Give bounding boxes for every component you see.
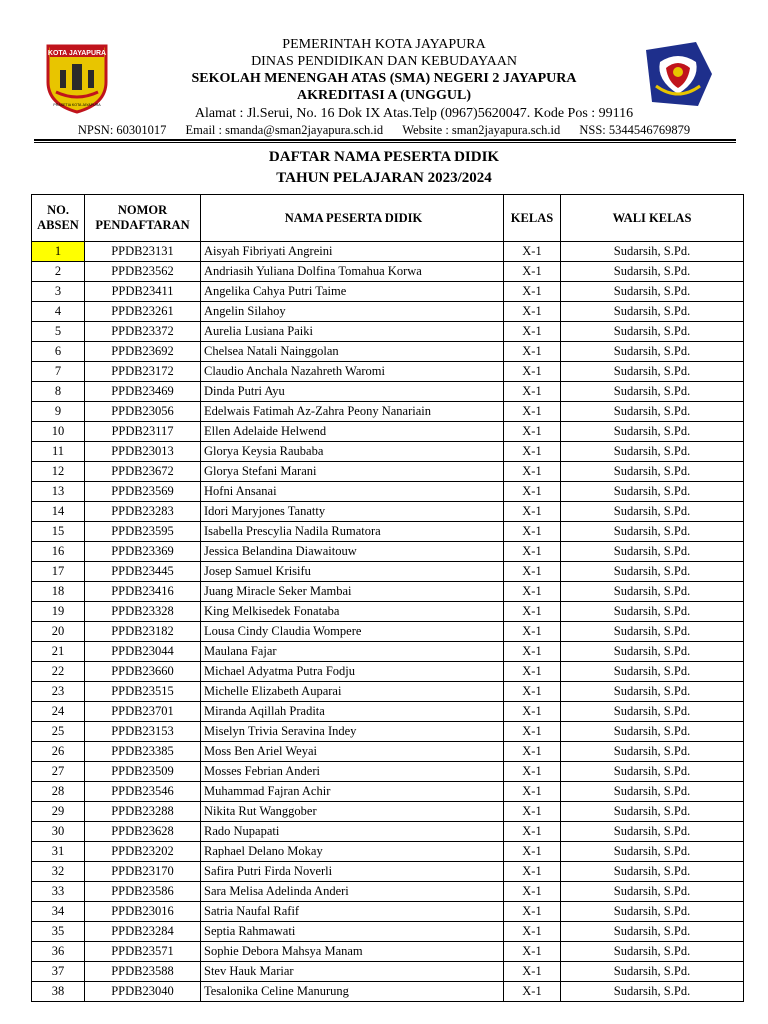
table-row (32, 442, 744, 462)
cell-wali-kelas: Sudarsih, S.Pd. (561, 242, 744, 262)
cell-nomor-pendaftaran: PPDB23586 (85, 882, 201, 902)
cell-no-absen: 17 (32, 562, 85, 582)
cell-kelas: X-1 (504, 302, 561, 322)
cell-nama: Maulana Fajar (201, 642, 504, 662)
cell-nomor-pendaftaran: PPDB23385 (85, 742, 201, 762)
header-email: Email : smanda@sman2jayapura.sch.id (185, 123, 384, 137)
cell-nama: Ellen Adelaide Helwend (201, 422, 504, 442)
cell-wali-kelas: Sudarsih, S.Pd. (561, 342, 744, 362)
cell-kelas: X-1 (504, 902, 561, 922)
cell-wali-kelas: Sudarsih, S.Pd. (561, 962, 744, 982)
table-row (32, 582, 744, 602)
cell-wali-kelas: Sudarsih, S.Pd. (561, 522, 744, 542)
cell-kelas: X-1 (504, 562, 561, 582)
cell-no-absen: 23 (32, 682, 85, 702)
col-header-no-line2: ABSEN (37, 218, 79, 232)
table-row (32, 882, 744, 902)
cell-no-absen: 7 (32, 362, 85, 382)
cell-nama: Jessica Belandina Diawaitouw (201, 542, 504, 562)
cell-no-absen: 31 (32, 842, 85, 862)
cell-no-absen: 32 (32, 862, 85, 882)
cell-nomor-pendaftaran: PPDB23056 (85, 402, 201, 422)
cell-wali-kelas: Sudarsih, S.Pd. (561, 502, 744, 522)
header-government: PEMERINTAH KOTA JAYAPURA (282, 37, 486, 52)
col-header-reg-line1: NOMOR (117, 203, 168, 217)
cell-nama: Moss Ben Ariel Weyai (201, 742, 504, 762)
cell-nama: Dinda Putri Ayu (201, 382, 504, 402)
table-header-row (32, 195, 744, 242)
table-row (32, 282, 744, 302)
table-row (32, 702, 744, 722)
header-accreditation: AKREDITASI A (UNGGUL) (297, 88, 471, 103)
cell-kelas: X-1 (504, 402, 561, 422)
table-row (32, 742, 744, 762)
cell-wali-kelas: Sudarsih, S.Pd. (561, 582, 744, 602)
cell-nomor-pendaftaran: PPDB23369 (85, 542, 201, 562)
cell-no-absen: 27 (32, 762, 85, 782)
cell-no-absen: 28 (32, 782, 85, 802)
cell-wali-kelas: Sudarsih, S.Pd. (561, 922, 744, 942)
cell-nama: Nikita Rut Wanggober (201, 802, 504, 822)
cell-no-absen: 6 (32, 342, 85, 362)
cell-nama: Sophie Debora Mahsya Manam (201, 942, 504, 962)
cell-kelas: X-1 (504, 942, 561, 962)
col-header-nomor-pendaftaran (85, 195, 201, 242)
cell-no-absen: 29 (32, 802, 85, 822)
cell-no-absen: 15 (32, 522, 85, 542)
table-row (32, 942, 744, 962)
cell-no-absen: 3 (32, 282, 85, 302)
table-row (32, 862, 744, 882)
table-row (32, 302, 744, 322)
cell-nomor-pendaftaran: PPDB23131 (85, 242, 201, 262)
cell-no-absen: 18 (32, 582, 85, 602)
cell-nomor-pendaftaran: PPDB23372 (85, 322, 201, 342)
cell-kelas: X-1 (504, 542, 561, 562)
cell-nama: Tesalonika Celine Manurung (201, 982, 504, 1002)
cell-wali-kelas: Sudarsih, S.Pd. (561, 902, 744, 922)
cell-kelas: X-1 (504, 862, 561, 882)
cell-kelas: X-1 (504, 462, 561, 482)
document-title: DAFTAR NAMA PESERTA DIDIK (268, 149, 500, 165)
cell-nama: Claudio Anchala Nazahreth Waromi (201, 362, 504, 382)
cell-kelas: X-1 (504, 482, 561, 502)
col-header-nama: NAMA PESERTA DIDIK (201, 195, 504, 242)
table-row (32, 522, 744, 542)
cell-nama: Juang Miracle Seker Mambai (201, 582, 504, 602)
cell-nomor-pendaftaran: PPDB23411 (85, 282, 201, 302)
cell-kelas: X-1 (504, 282, 561, 302)
cell-no-absen: 13 (32, 482, 85, 502)
cell-nama: Angelin Silahoy (201, 302, 504, 322)
cell-nomor-pendaftaran: PPDB23445 (85, 562, 201, 582)
cell-wali-kelas: Sudarsih, S.Pd. (561, 822, 744, 842)
col-header-kelas: KELAS (504, 195, 561, 242)
cell-wali-kelas: Sudarsih, S.Pd. (561, 842, 744, 862)
table-row (32, 482, 744, 502)
cell-nama: Hofni Ansanai (201, 482, 504, 502)
cell-nama: Idori Maryjones Tanatty (201, 502, 504, 522)
cell-wali-kelas: Sudarsih, S.Pd. (561, 562, 744, 582)
cell-nama: Angelika Cahya Putri Taime (201, 282, 504, 302)
cell-kelas: X-1 (504, 322, 561, 342)
cell-nama: Michelle Elizabeth Auparai (201, 682, 504, 702)
cell-no-absen: 25 (32, 722, 85, 742)
cell-kelas: X-1 (504, 422, 561, 442)
header-website: Website : sman2jayapura.sch.id (402, 123, 561, 137)
cell-no-absen: 22 (32, 662, 85, 682)
cell-wali-kelas: Sudarsih, S.Pd. (561, 622, 744, 642)
cell-wali-kelas: Sudarsih, S.Pd. (561, 442, 744, 462)
table-row (32, 362, 744, 382)
table-row (32, 542, 744, 562)
cell-nomor-pendaftaran: PPDB23469 (85, 382, 201, 402)
cell-wali-kelas: Sudarsih, S.Pd. (561, 322, 744, 342)
logo-left-top-text: KOTA JAYAPURA (47, 50, 107, 57)
cell-kelas: X-1 (504, 682, 561, 702)
student-table (31, 194, 744, 1002)
header-divider-thick (34, 139, 736, 141)
cell-nama: Glorya Stefani Marani (201, 462, 504, 482)
header-contacts (0, 124, 768, 137)
cell-nomor-pendaftaran: PPDB23153 (85, 722, 201, 742)
cell-nama: Sara Melisa Adelinda Anderi (201, 882, 504, 902)
cell-nama: Muhammad Fajran Achir (201, 782, 504, 802)
cell-wali-kelas: Sudarsih, S.Pd. (561, 302, 744, 322)
cell-kelas: X-1 (504, 522, 561, 542)
cell-kelas: X-1 (504, 502, 561, 522)
cell-nomor-pendaftaran: PPDB23182 (85, 622, 201, 642)
cell-no-absen: 21 (32, 642, 85, 662)
cell-nomor-pendaftaran: PPDB23328 (85, 602, 201, 622)
cell-kelas: X-1 (504, 642, 561, 662)
cell-nomor-pendaftaran: PPDB23016 (85, 902, 201, 922)
cell-no-absen: 14 (32, 502, 85, 522)
cell-kelas: X-1 (504, 982, 561, 1002)
cell-wali-kelas: Sudarsih, S.Pd. (561, 282, 744, 302)
cell-no-absen: 33 (32, 882, 85, 902)
cell-no-absen: 24 (32, 702, 85, 722)
cell-nomor-pendaftaran: PPDB23284 (85, 922, 201, 942)
cell-wali-kelas: Sudarsih, S.Pd. (561, 662, 744, 682)
cell-wali-kelas: Sudarsih, S.Pd. (561, 782, 744, 802)
table-row (32, 782, 744, 802)
table-row (32, 322, 744, 342)
cell-nama: Mosses Febrian Anderi (201, 762, 504, 782)
cell-no-absen: 34 (32, 902, 85, 922)
cell-kelas: X-1 (504, 382, 561, 402)
header-nss: NSS: 5344546769879 (579, 123, 691, 137)
cell-kelas: X-1 (504, 622, 561, 642)
cell-wali-kelas: Sudarsih, S.Pd. (561, 642, 744, 662)
cell-nomor-pendaftaran: PPDB23288 (85, 802, 201, 822)
cell-wali-kelas: Sudarsih, S.Pd. (561, 762, 744, 782)
cell-nomor-pendaftaran: PPDB23628 (85, 822, 201, 842)
table-body (32, 242, 744, 1002)
col-header-no-line1: NO. (47, 203, 69, 217)
cell-nomor-pendaftaran: PPDB23595 (85, 522, 201, 542)
cell-no-absen: 16 (32, 542, 85, 562)
cell-kelas: X-1 (504, 342, 561, 362)
cell-nomor-pendaftaran: PPDB23562 (85, 262, 201, 282)
cell-nama: Satria Naufal Rafif (201, 902, 504, 922)
header-divider-thin (34, 142, 736, 143)
cell-kelas: X-1 (504, 662, 561, 682)
cell-nomor-pendaftaran: PPDB23701 (85, 702, 201, 722)
table-row (32, 422, 744, 442)
cell-nama: Edelwais Fatimah Az-Zahra Peony Nanariain (201, 402, 504, 422)
cell-kelas: X-1 (504, 262, 561, 282)
cell-nomor-pendaftaran: PPDB23515 (85, 682, 201, 702)
cell-nomor-pendaftaran: PPDB23117 (85, 422, 201, 442)
table-row (32, 602, 744, 622)
table-row (32, 342, 744, 362)
table-row (32, 262, 744, 282)
cell-nama: Miselyn Trivia Seravina Indey (201, 722, 504, 742)
cell-kelas: X-1 (504, 442, 561, 462)
cell-wali-kelas: Sudarsih, S.Pd. (561, 682, 744, 702)
cell-nomor-pendaftaran: PPDB23588 (85, 962, 201, 982)
cell-no-absen: 8 (32, 382, 85, 402)
table-row (32, 762, 744, 782)
cell-kelas: X-1 (504, 782, 561, 802)
table-row (32, 722, 744, 742)
cell-no-absen: 20 (32, 622, 85, 642)
cell-wali-kelas: Sudarsih, S.Pd. (561, 742, 744, 762)
cell-nama: Aurelia Lusiana Paiki (201, 322, 504, 342)
cell-no-absen: 35 (32, 922, 85, 942)
cell-nama: Safira Putri Firda Noverli (201, 862, 504, 882)
cell-nomor-pendaftaran: PPDB23283 (85, 502, 201, 522)
table-row (32, 242, 744, 262)
cell-nomor-pendaftaran: PPDB23044 (85, 642, 201, 662)
logo-left-bottom-text: PRASETIA KOTA JAYAPURA (53, 103, 101, 107)
table-row (32, 662, 744, 682)
table-row (32, 822, 744, 842)
cell-nomor-pendaftaran: PPDB23040 (85, 982, 201, 1002)
cell-no-absen: 11 (32, 442, 85, 462)
document-subtitle: TAHUN PELAJARAN 2023/2024 (276, 170, 492, 186)
table-row (32, 682, 744, 702)
cell-nomor-pendaftaran: PPDB23569 (85, 482, 201, 502)
cell-nama: King Melkisedek Fonataba (201, 602, 504, 622)
cell-nomor-pendaftaran: PPDB23202 (85, 842, 201, 862)
cell-wali-kelas: Sudarsih, S.Pd. (561, 542, 744, 562)
cell-kelas: X-1 (504, 242, 561, 262)
table-row (32, 462, 744, 482)
cell-no-absen: 26 (32, 742, 85, 762)
header-department: DINAS PENDIDIKAN DAN KEBUDAYAAN (251, 54, 517, 69)
cell-nama: Andriasih Yuliana Dolfina Tomahua Korwa (201, 262, 504, 282)
table-row (32, 962, 744, 982)
table-row (32, 922, 744, 942)
cell-kelas: X-1 (504, 922, 561, 942)
cell-no-absen: 1 (32, 242, 85, 262)
cell-kelas: X-1 (504, 702, 561, 722)
table-row (32, 902, 744, 922)
cell-kelas: X-1 (504, 722, 561, 742)
cell-wali-kelas: Sudarsih, S.Pd. (561, 382, 744, 402)
cell-wali-kelas: Sudarsih, S.Pd. (561, 402, 744, 422)
cell-wali-kelas: Sudarsih, S.Pd. (561, 702, 744, 722)
cell-wali-kelas: Sudarsih, S.Pd. (561, 482, 744, 502)
cell-kelas: X-1 (504, 602, 561, 622)
table-row (32, 982, 744, 1002)
table-row (32, 842, 744, 862)
cell-nomor-pendaftaran: PPDB23692 (85, 342, 201, 362)
cell-kelas: X-1 (504, 882, 561, 902)
cell-nomor-pendaftaran: PPDB23416 (85, 582, 201, 602)
table-row (32, 642, 744, 662)
cell-wali-kelas: Sudarsih, S.Pd. (561, 462, 744, 482)
table-row (32, 802, 744, 822)
cell-nama: Septia Rahmawati (201, 922, 504, 942)
cell-nama: Stev Hauk Mariar (201, 962, 504, 982)
cell-wali-kelas: Sudarsih, S.Pd. (561, 602, 744, 622)
cell-kelas: X-1 (504, 962, 561, 982)
table-row (32, 502, 744, 522)
cell-wali-kelas: Sudarsih, S.Pd. (561, 262, 744, 282)
cell-wali-kelas: Sudarsih, S.Pd. (561, 942, 744, 962)
col-header-no-absen (32, 195, 85, 242)
cell-no-absen: 38 (32, 982, 85, 1002)
cell-nama: Chelsea Natali Nainggolan (201, 342, 504, 362)
cell-nama: Michael Adyatma Putra Fodju (201, 662, 504, 682)
col-header-reg-line2: PENDAFTARAN (95, 218, 190, 232)
cell-no-absen: 2 (32, 262, 85, 282)
cell-nomor-pendaftaran: PPDB23509 (85, 762, 201, 782)
cell-wali-kelas: Sudarsih, S.Pd. (561, 982, 744, 1002)
cell-kelas: X-1 (504, 842, 561, 862)
cell-nama: Raphael Delano Mokay (201, 842, 504, 862)
cell-no-absen: 36 (32, 942, 85, 962)
table-row (32, 622, 744, 642)
cell-nama: Josep Samuel Krisifu (201, 562, 504, 582)
cell-nama: Aisyah Fibriyati Angreini (201, 242, 504, 262)
cell-no-absen: 37 (32, 962, 85, 982)
cell-nomor-pendaftaran: PPDB23261 (85, 302, 201, 322)
cell-nomor-pendaftaran: PPDB23571 (85, 942, 201, 962)
cell-nama: Isabella Prescylia Nadila Rumatora (201, 522, 504, 542)
cell-nama: Miranda Aqillah Pradita (201, 702, 504, 722)
cell-nomor-pendaftaran: PPDB23546 (85, 782, 201, 802)
cell-wali-kelas: Sudarsih, S.Pd. (561, 722, 744, 742)
header-npsn: NPSN: 60301017 (77, 123, 167, 137)
cell-kelas: X-1 (504, 362, 561, 382)
cell-no-absen: 5 (32, 322, 85, 342)
cell-no-absen: 10 (32, 422, 85, 442)
cell-nama: Rado Nupapati (201, 822, 504, 842)
cell-nama: Lousa Cindy Claudia Wompere (201, 622, 504, 642)
table-row (32, 382, 744, 402)
cell-kelas: X-1 (504, 742, 561, 762)
header-address: Alamat : Jl.Serui, No. 16 Dok IX Atas.Telp (0967)5620047. Kode Pos : 99116 (194, 106, 634, 121)
cell-wali-kelas: Sudarsih, S.Pd. (561, 362, 744, 382)
cell-wali-kelas: Sudarsih, S.Pd. (561, 802, 744, 822)
cell-nomor-pendaftaran: PPDB23013 (85, 442, 201, 462)
cell-nomor-pendaftaran: PPDB23672 (85, 462, 201, 482)
cell-wali-kelas: Sudarsih, S.Pd. (561, 422, 744, 442)
cell-no-absen: 9 (32, 402, 85, 422)
cell-nama: Glorya Keysia Raubaba (201, 442, 504, 462)
cell-wali-kelas: Sudarsih, S.Pd. (561, 882, 744, 902)
cell-nomor-pendaftaran: PPDB23660 (85, 662, 201, 682)
col-header-wali-kelas: WALI KELAS (561, 195, 744, 242)
header-school-name: SEKOLAH MENENGAH ATAS (SMA) NEGERI 2 JAYAPURA (191, 71, 577, 86)
cell-nomor-pendaftaran: PPDB23172 (85, 362, 201, 382)
table-row (32, 402, 744, 422)
cell-no-absen: 12 (32, 462, 85, 482)
cell-wali-kelas: Sudarsih, S.Pd. (561, 862, 744, 882)
cell-kelas: X-1 (504, 582, 561, 602)
letterhead (0, 0, 768, 140)
cell-nomor-pendaftaran: PPDB23170 (85, 862, 201, 882)
cell-kelas: X-1 (504, 802, 561, 822)
table-row (32, 562, 744, 582)
cell-no-absen: 4 (32, 302, 85, 322)
cell-no-absen: 19 (32, 602, 85, 622)
cell-no-absen: 30 (32, 822, 85, 842)
cell-kelas: X-1 (504, 762, 561, 782)
cell-kelas: X-1 (504, 822, 561, 842)
